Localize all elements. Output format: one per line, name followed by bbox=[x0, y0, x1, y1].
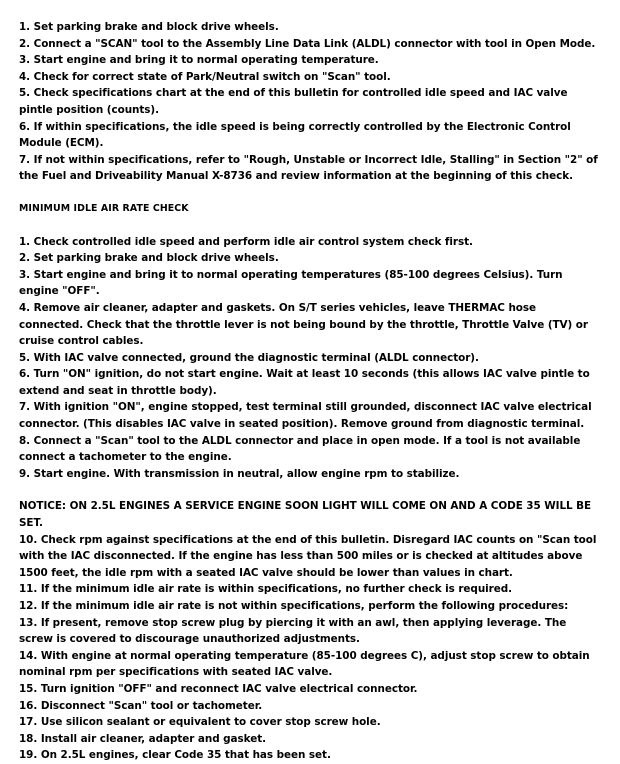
notice-text: NOTICE: ON 2.5L ENGINES A SERVICE ENGINE SOON LIGHT WILL COME ON AND A CODE 35 WILL BE SET. bbox=[19, 500, 592, 530]
section-heading: MINIMUM IDLE AIR RATE CHECK bbox=[19, 202, 189, 214]
step-item: 12. If the minimum idle air rate is not within specifications, perform the following procedures: bbox=[19, 600, 569, 612]
notice-and-adjustment-steps bbox=[19, 498, 600, 764]
idle-speed-check-steps bbox=[19, 19, 600, 185]
step-item: 3. Start engine and bring it to normal operating temperature. bbox=[19, 54, 379, 67]
step-item: 3. Start engine and bring it to normal operating temperatures (85-100 degrees Celsius). Turn engine "OFF". bbox=[19, 268, 563, 298]
step-item: 18. Install air cleaner, adapter and gasket. bbox=[19, 732, 267, 745]
step-item: 9. Start engine. With transmission in neutral, allow engine rpm to stabilize. bbox=[19, 467, 460, 480]
step-item: 1. Set parking brake and block drive wheels. bbox=[19, 21, 279, 33]
step-item: 4. Remove air cleaner, adapter and gaskets. On S/T series vehicles, leave THERMAC hose connected. Check that the throttle lever is not being bound by the throttle, Throttle Valve (TV) or cruise control cables. bbox=[19, 301, 588, 348]
step-item: 16. Disconnect "Scan" tool or tachometer. bbox=[19, 699, 263, 712]
step-item: 7. With ignition "ON", engine stopped, test terminal still grounded, disconnect IAC valve electrical connector. (This disables IAC valve in seated position). Remove ground from diagnostic terminal. bbox=[19, 401, 592, 431]
step-item: 2. Connect a "SCAN" tool to the Assembly Line Data Link (ALDL) connector with tool in Open Mode. bbox=[19, 37, 596, 50]
step-item: 6. Turn "ON" ignition, do not start engine. Wait at least 10 seconds (this allows IAC valve pintle to extend and seat in throttle body). bbox=[19, 368, 590, 397]
step-item: 11. If the minimum idle air rate is within specifications, no further check is required. bbox=[19, 583, 513, 596]
step-item: 8. Connect a "Scan" tool to the ALDL connector and place in open mode. If a tool is not available connect a tachometer to the engine. bbox=[19, 434, 581, 464]
step-item: 15. Turn ignition "OFF" and reconnect IAC valve electrical connector. bbox=[19, 682, 418, 695]
step-item: 10. Check rpm against specifications at the end of this bulletin. Disregard IAC counts on "Scan tool with the IAC disconnected. If the engine has less than 500 miles or is checked at altitudes above 1500 feet, the idle rpm with a seated IAC valve should be lower than values in chart. bbox=[19, 533, 597, 579]
step-item: 13. If present, remove stop screw plug by piercing it with an awl, then applying leverage. The screw is covered to discourage unauthorized adjustments. bbox=[19, 616, 567, 646]
step-item: 4. Check for correct state of Park/Neutral switch on "Scan" tool. bbox=[19, 70, 391, 83]
step-item: 2. Set parking brake and block drive wheels. bbox=[19, 252, 279, 265]
step-item: 7. If not within specifications, refer to "Rough, Unstable or Incorrect Idle, Stalling" in Section "2" of the Fuel and Driveability Manual X-8736 and review information at the beginning of this check. bbox=[19, 153, 598, 183]
step-item: 1. Check controlled idle speed and perform idle air control system check first. bbox=[19, 235, 473, 248]
step-item: 5. Check specifications chart at the end of this bulletin for controlled idle speed and IAC valve pintle position (counts). bbox=[19, 87, 568, 116]
step-item: 14. With engine at normal operating temperature (85-100 degrees C), adjust stop screw to obtain nominal rpm per specifications with seated IAC valve. bbox=[19, 649, 590, 679]
step-item: 6. If within specifications, the idle speed is being correctly controlled by the Electronic Control Module (ECM). bbox=[19, 120, 571, 150]
minimum-idle-air-rate-steps bbox=[19, 234, 600, 483]
step-item: 19. On 2.5L engines, clear Code 35 that has been set. bbox=[19, 749, 331, 762]
step-item: 17. Use silicon sealant or equivalent to cover stop screw hole. bbox=[19, 716, 381, 729]
step-item: 5. With IAC valve connected, ground the diagnostic terminal (ALDL connector). bbox=[19, 351, 479, 364]
